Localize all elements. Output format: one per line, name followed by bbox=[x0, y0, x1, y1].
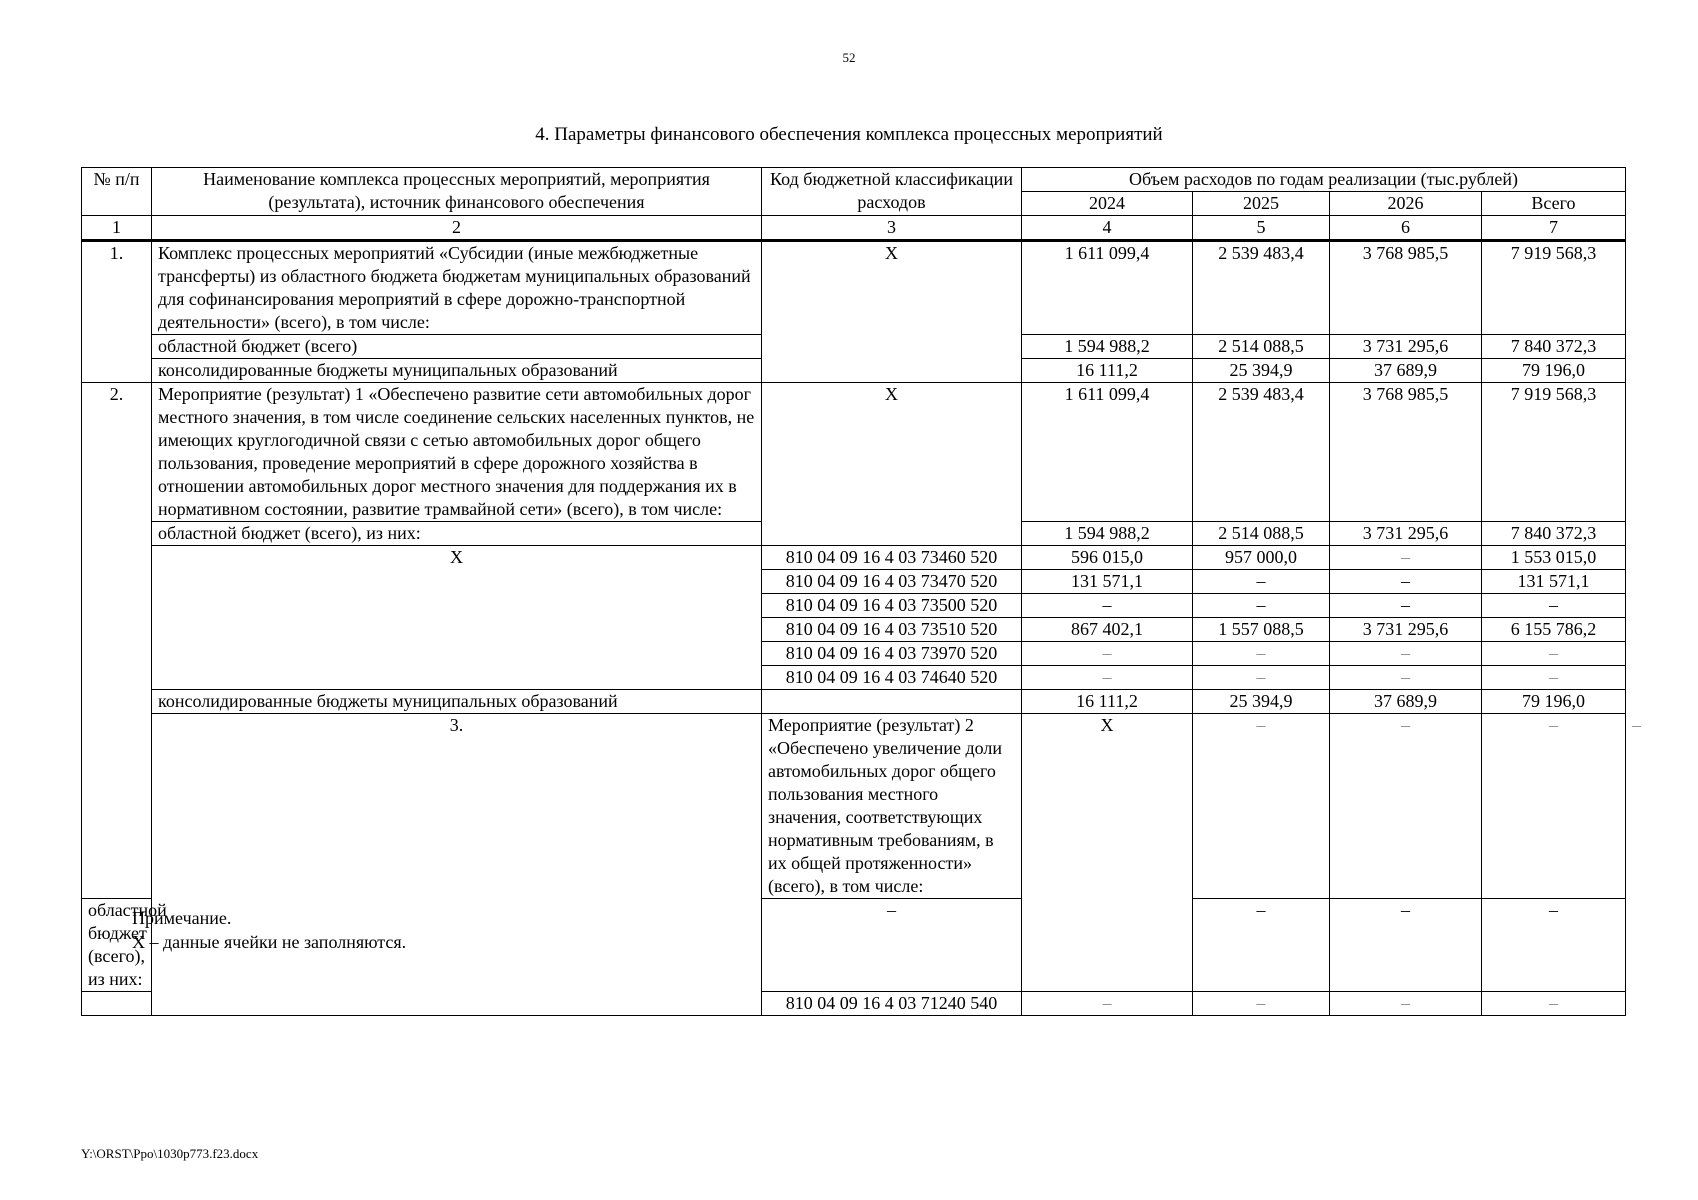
value-2026: – bbox=[1330, 899, 1482, 992]
header-year-2025: 2025 bbox=[1193, 192, 1330, 216]
value-2026: – bbox=[1330, 594, 1482, 618]
value-total: – bbox=[1482, 666, 1626, 690]
value-2024: 1 611 099,4 bbox=[1022, 241, 1193, 335]
value-2026: 3 731 295,6 bbox=[1330, 335, 1482, 359]
value-2025: 25 394,9 bbox=[1193, 359, 1330, 383]
value-2024: 1 594 988,2 bbox=[1022, 335, 1193, 359]
budget-code: 810 04 09 16 4 03 73970 520 bbox=[762, 642, 1022, 666]
value-2024: 131 571,1 bbox=[1022, 570, 1193, 594]
header-total: Всего bbox=[1482, 192, 1626, 216]
value-2025: – bbox=[1193, 666, 1330, 690]
index-cell: 7 bbox=[1482, 216, 1626, 241]
index-cell: 2 bbox=[152, 216, 762, 241]
source-name: консолидированные бюджеты муниципальных образований bbox=[152, 690, 762, 714]
index-cell: 4 bbox=[1022, 216, 1193, 241]
value-2025: – bbox=[1193, 642, 1330, 666]
header-year-2026: 2026 bbox=[1330, 192, 1482, 216]
value-2025: 1 557 088,5 bbox=[1193, 618, 1330, 642]
row-number: 2. bbox=[82, 383, 152, 899]
note-title: Примечание. bbox=[132, 908, 232, 928]
value-2024: 16 111,2 bbox=[1022, 359, 1193, 383]
value-2025: – bbox=[1193, 992, 1330, 1016]
value-2024: – bbox=[1022, 992, 1193, 1016]
header-volume: Объем расходов по годам реализации (тыс.рублей) bbox=[1022, 168, 1626, 192]
row-code: Х bbox=[762, 383, 1022, 546]
value-total: 7 840 372,3 bbox=[1482, 335, 1626, 359]
value-2025: – bbox=[1193, 899, 1330, 992]
row-number: 1. bbox=[82, 241, 152, 383]
header-num: № п/п bbox=[82, 168, 152, 216]
value-2026: 3 768 985,5 bbox=[1330, 241, 1482, 335]
value-total: 7 840 372,3 bbox=[1482, 522, 1626, 546]
value-2024: 1 611 099,4 bbox=[1022, 383, 1193, 522]
budget-code: 810 04 09 16 4 03 73470 520 bbox=[762, 570, 1022, 594]
index-cell: 1 bbox=[82, 216, 152, 241]
value-2024: 16 111,2 bbox=[1022, 690, 1193, 714]
value-2026: 3 731 295,6 bbox=[1330, 618, 1482, 642]
table-row bbox=[82, 241, 1626, 335]
empty-name-cell bbox=[82, 992, 152, 1016]
value-2024: – bbox=[1022, 666, 1193, 690]
row-code: Х bbox=[762, 241, 1022, 383]
row-name: Комплекс процессных мероприятий «Субсидии (иные межбюджетные трансферты) из областного бюджета бюджетам муниципальных образований для софинансирования мероприятий в сфере дорожно-транспортной деятельности» (всего), в том числе: bbox=[152, 241, 762, 335]
page-number: 52 bbox=[842, 50, 856, 65]
budget-code: 810 04 09 16 4 03 74640 520 bbox=[762, 666, 1022, 690]
value-2024: – bbox=[1022, 594, 1193, 618]
value-2026: 37 689,9 bbox=[1330, 359, 1482, 383]
value-2026: – bbox=[1330, 642, 1482, 666]
value-2025: – bbox=[1330, 714, 1482, 899]
value-total: – bbox=[1482, 992, 1626, 1016]
empty-code-cell bbox=[762, 690, 1022, 714]
value-2025: 2 514 088,5 bbox=[1193, 335, 1330, 359]
index-cell: 5 bbox=[1193, 216, 1330, 241]
value-2026: – bbox=[1330, 570, 1482, 594]
budget-code: 810 04 09 16 4 03 73460 520 bbox=[762, 546, 1022, 570]
value-2026: 3 731 295,6 bbox=[1330, 522, 1482, 546]
section-title: 4. Параметры финансового обеспечения комплекса процессных мероприятий bbox=[535, 124, 1163, 145]
column-index-row bbox=[82, 216, 1626, 241]
value-2024: – bbox=[1022, 642, 1193, 666]
value-2025: 2 539 483,4 bbox=[1193, 241, 1330, 335]
value-2026: – bbox=[1330, 666, 1482, 690]
row-number: 3. bbox=[152, 714, 762, 1016]
budget-code: 810 04 09 16 4 03 71240 540 bbox=[762, 992, 1022, 1016]
source-name: областной бюджет (всего), из них: bbox=[82, 899, 152, 992]
table-row bbox=[82, 383, 1626, 522]
value-2026: 3 768 985,5 bbox=[1330, 383, 1482, 522]
source-name: областной бюджет (всего), из них: bbox=[152, 522, 762, 546]
value-2026: – bbox=[1482, 714, 1626, 899]
header-code: Код бюджетной классификации расходов bbox=[762, 168, 1022, 216]
row-code: Х bbox=[1022, 714, 1193, 992]
value-2025: – bbox=[1193, 594, 1330, 618]
header-year-2024: 2024 bbox=[1022, 192, 1193, 216]
value-2026: – bbox=[1330, 992, 1482, 1016]
value-2025: – bbox=[1193, 570, 1330, 594]
value-total: 79 196,0 bbox=[1482, 690, 1626, 714]
value-2024: 1 594 988,2 bbox=[1022, 522, 1193, 546]
value-2024: 596 015,0 bbox=[1022, 546, 1193, 570]
file-path-footer: Y:\ORST\Ppo\1030p773.f23.docx bbox=[81, 1146, 259, 1161]
index-cell: 3 bbox=[762, 216, 1022, 241]
value-total: 1 553 015,0 bbox=[1482, 546, 1626, 570]
value-2025: 2 539 483,4 bbox=[1193, 383, 1330, 522]
source-name: консолидированные бюджеты муниципальных образований bbox=[152, 359, 762, 383]
sub-x-cell: Х bbox=[152, 546, 762, 690]
table-row bbox=[82, 546, 1626, 570]
header-name: Наименование комплекса процессных мероприятий, мероприятия (результата), источник финансового обеспечения bbox=[152, 168, 762, 216]
value-total: 79 196,0 bbox=[1482, 359, 1626, 383]
value-total: – bbox=[1482, 899, 1626, 992]
note bbox=[132, 906, 406, 954]
source-name: областной бюджет (всего) bbox=[152, 335, 762, 359]
table-row: 3. Мероприятие (результат) 2 «Обеспечено увеличение доли автомобильных дорог общего пользования местного значения, соответствующих нормативным требованиям, в их общей протяженности» (всего), в том числе: Х – – – – bbox=[82, 714, 1626, 899]
value-2026: 37 689,9 bbox=[1330, 690, 1482, 714]
index-cell: 6 bbox=[1330, 216, 1482, 241]
value-total: – bbox=[1482, 642, 1626, 666]
value-total: – bbox=[1482, 594, 1626, 618]
value-2024: – bbox=[762, 899, 1022, 992]
value-2025: 25 394,9 bbox=[1193, 690, 1330, 714]
value-2026: – bbox=[1330, 546, 1482, 570]
budget-code: 810 04 09 16 4 03 73510 520 bbox=[762, 618, 1022, 642]
budget-code: 810 04 09 16 4 03 73500 520 bbox=[762, 594, 1022, 618]
value-2024: – bbox=[1193, 714, 1330, 899]
value-total: 7 919 568,3 bbox=[1482, 383, 1626, 522]
value-total: 131 571,1 bbox=[1482, 570, 1626, 594]
value-total: 7 919 568,3 bbox=[1482, 241, 1626, 335]
table-row bbox=[82, 690, 1626, 714]
row-name: Мероприятие (результат) 1 «Обеспечено развитие сети автомобильных дорог местного значения, в том числе соединение сельских населенных пунктов, не имеющих круглогодичной связи с сетью автомобильных дорог общего пользования, проведение мероприятий в сфере дорожного хозяйства в отношении автомобильных дорог местного значения для поддержания их в нормативном состоянии, развитие трамвайной сети» (всего), в том числе: bbox=[152, 383, 762, 522]
header-row bbox=[82, 168, 1626, 192]
note-text: Х – данные ячейки не заполняются. bbox=[132, 932, 407, 952]
value-2024: 867 402,1 bbox=[1022, 618, 1193, 642]
value-total: 6 155 786,2 bbox=[1482, 618, 1626, 642]
value-2025: 2 514 088,5 bbox=[1193, 522, 1330, 546]
finance-table bbox=[81, 167, 1641, 1016]
value-2025: 957 000,0 bbox=[1193, 546, 1330, 570]
row-name: Мероприятие (результат) 2 «Обеспечено увеличение доли автомобильных дорог общего пользования местного значения, соответствующих нормативным требованиям, в их общей протяженности» (всего), в том числе: bbox=[762, 714, 1022, 899]
